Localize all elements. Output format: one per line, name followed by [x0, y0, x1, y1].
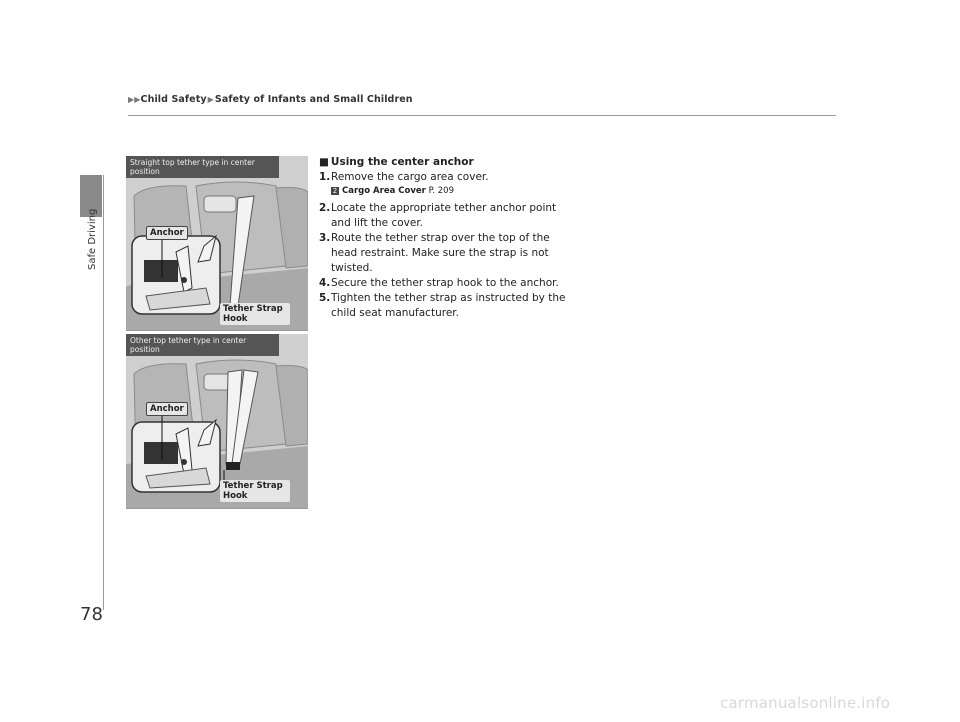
anchor-callout: Anchor [146, 402, 188, 416]
step-item [319, 231, 579, 276]
footer-watermark: carmanualsonline.info [720, 694, 891, 712]
step-number: 2. [319, 202, 331, 214]
step-text: Remove the cargo area cover. [331, 171, 489, 183]
step-item [319, 201, 579, 231]
section-label: Safe Driving [87, 208, 98, 270]
step-text: Secure the tether strap hook to the anchor. [331, 277, 559, 289]
step-item [319, 276, 579, 291]
figure-caption: Straight top tether type in center position [126, 156, 279, 178]
step-number: 3. [319, 232, 331, 244]
heading-square-icon: ■ [319, 156, 329, 168]
tether-hook-callout: Tether Strap Hook [220, 480, 290, 502]
step-number: 4. [319, 277, 331, 289]
step-text: Route the tether strap over the top of the head restraint. Make sure the strap is not twisted. [331, 232, 550, 274]
reference-arrow-icon: 2 [332, 186, 338, 195]
xref-page[interactable]: P. 209 [428, 186, 454, 196]
figure-caption: Other top tether type in center position [126, 334, 279, 356]
figure-straight-tether [126, 156, 308, 331]
figure-other-tether [126, 334, 308, 509]
heading-text: Using the center anchor [330, 156, 474, 168]
breadcrumb-parent[interactable]: Child Safety [140, 94, 207, 105]
breadcrumb-separator-icon: ▶ [207, 95, 214, 104]
breadcrumb-arrows-icon: ▶▶ [128, 95, 141, 104]
cross-reference-link[interactable] [319, 185, 579, 198]
header-divider [128, 115, 836, 116]
step-text: Tighten the tether strap as instructed by the child seat manufacturer. [331, 292, 566, 319]
step-number: 1. [319, 171, 331, 183]
step-number: 5. [319, 292, 331, 304]
tether-hook-callout: Tether Strap Hook [220, 303, 290, 325]
step-item [319, 291, 579, 321]
anchor-callout: Anchor [146, 226, 188, 240]
breadcrumb [128, 94, 413, 105]
section-heading [319, 155, 579, 170]
section-side-rule [103, 175, 104, 610]
step-text: Locate the appropriate tether anchor point and lift the cover. [331, 202, 557, 229]
breadcrumb-current: Safety of Infants and Small Children [214, 94, 413, 105]
instruction-block [319, 155, 579, 321]
step-item [319, 170, 579, 185]
page-number: 78 [80, 604, 103, 625]
xref-title[interactable]: Cargo Area Cover [342, 186, 426, 196]
